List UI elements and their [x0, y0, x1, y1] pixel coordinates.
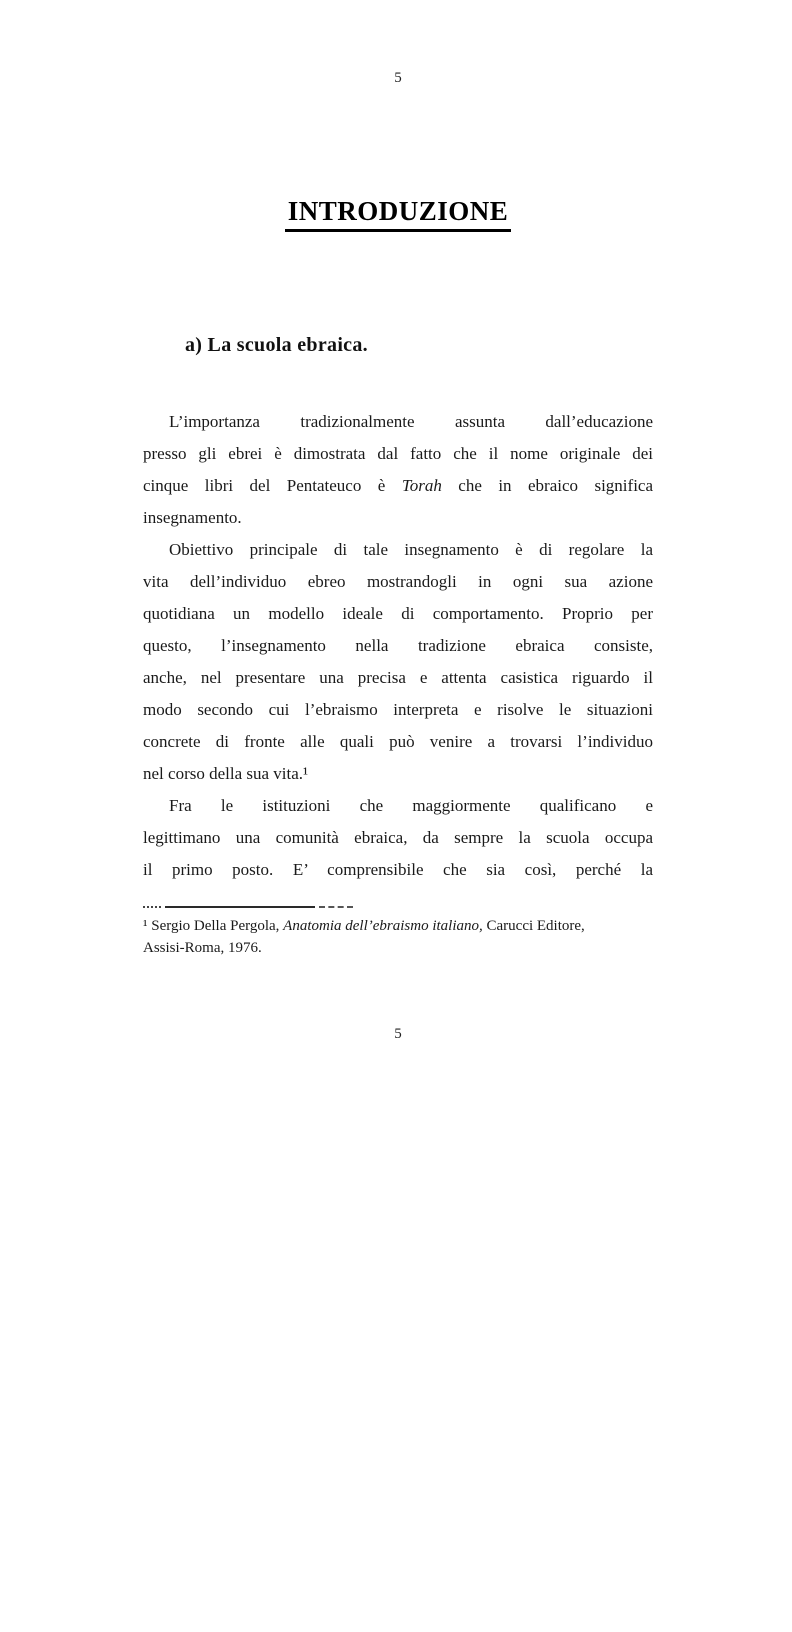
chapter-title: INTRODUZIONE [285, 196, 512, 232]
text-line: modo secondo cui l’ebraismo interpreta e risolve le situazioni [143, 700, 653, 719]
text-line: Fra le istituzioni che maggiormente qualificano e [169, 796, 653, 815]
footnote-book-title: Anatomia dell’ebraismo italiano, [283, 918, 483, 934]
footnote [143, 915, 653, 959]
footnote-line: Assisi-Roma, 1976. [143, 940, 262, 956]
text-line: questo, l’insegnamento nella tradizione ebraica consiste, [143, 636, 653, 655]
section-heading: a) La scuola ebraica. [185, 334, 368, 356]
text-line: concrete di fronte alle quali può venire a trovarsi l’individuo [143, 732, 653, 751]
text-line: legittimano una comunità ebraica, da sempre la scuola occupa [143, 828, 653, 847]
chapter-title-wrap [143, 196, 653, 232]
footnote-line [143, 915, 653, 937]
footnote-publisher: Carucci Editore, [482, 918, 585, 934]
footnote-separator-solid [165, 906, 315, 908]
body-text [143, 406, 653, 886]
text-line: insegnamento. [143, 508, 242, 527]
text-line: L’importanza tradizionalmente assunta dall’educazione [169, 412, 653, 431]
text-line: il primo posto. E’ comprensibile che sia così, perché la [143, 860, 653, 879]
footnote-separator [143, 905, 355, 908]
text-line: quotidiana un modello ideale di comportamento. Proprio per [143, 604, 653, 623]
text-line: cinque libri del Pentateuco è Torah che in ebraico significa [143, 476, 654, 495]
text-line: Obiettivo principale di tale insegnamento è di regolare la [169, 540, 653, 559]
text-line: anche, nel presentare una precisa e attenta casistica riguardo il [143, 668, 653, 687]
footnote-author: ¹ Sergio Della Pergola, [143, 918, 284, 934]
page-number-bottom: 5 [394, 1026, 402, 1042]
text-line: presso gli ebrei è dimostrata dal fatto che il nome originale dei [143, 444, 653, 463]
text-line: vita dell’individuo ebreo mostrandogli in ogni sua azione [143, 572, 653, 591]
footnote-separator-dashed [319, 906, 353, 908]
footnote-separator-dotted [143, 906, 161, 908]
text-line: nel corso della sua vita.¹ [143, 764, 309, 783]
page-number-top: 5 [394, 70, 402, 86]
